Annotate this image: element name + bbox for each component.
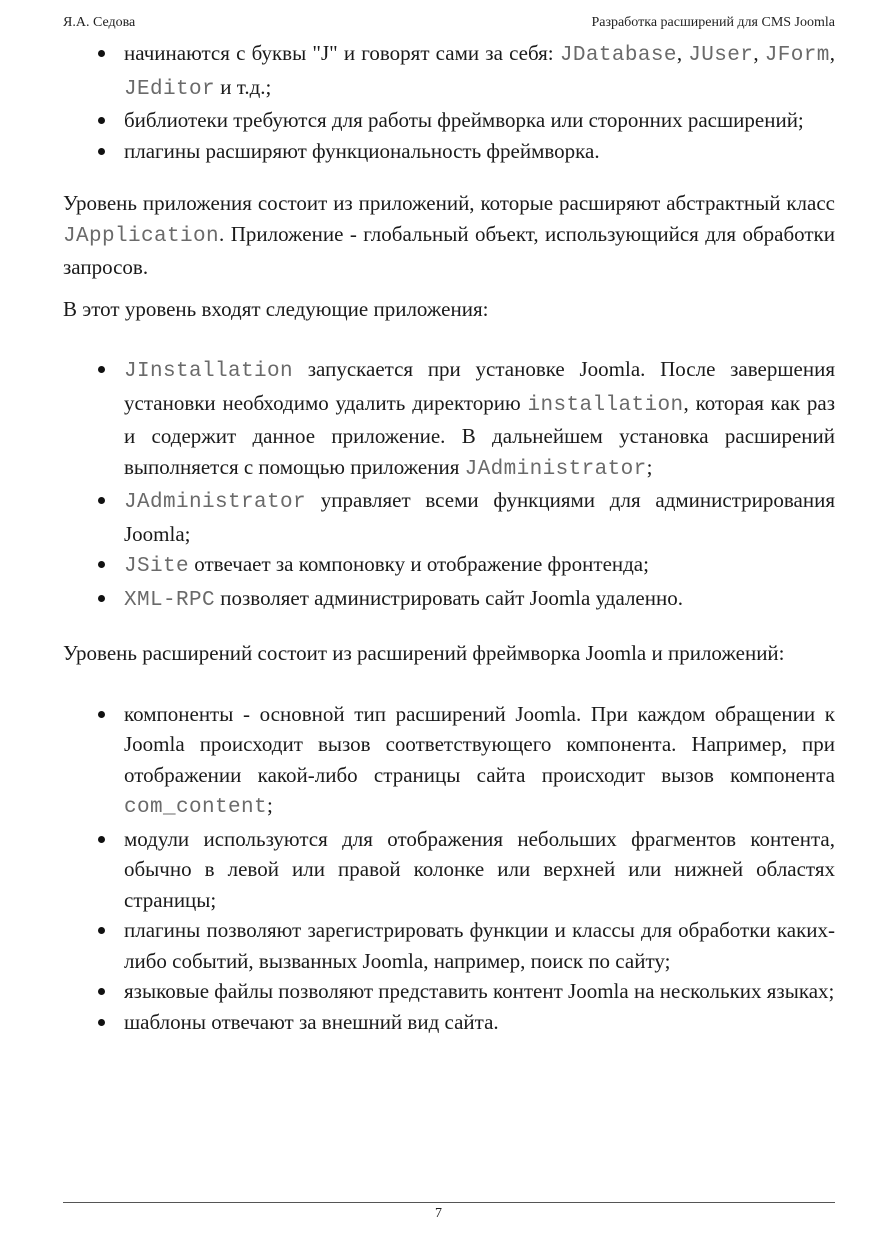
code-com-content: com_content [124, 796, 268, 819]
list-item-jsite: JSite отвечает за компоновку и отображение фронтенда; [63, 549, 835, 583]
list-item-jadministrator: JAdministrator управляет всеми функциями для администрирования Joomla; [63, 485, 835, 549]
page-header [63, 15, 835, 35]
page-content [63, 38, 835, 1037]
list-item-libraries: библиотеки требуются для работы фреймворка или сторонних расширений; [63, 105, 835, 136]
extensions-list [63, 699, 835, 1038]
list-item-continued: начинаются с буквы "J" и говорят сами за себя: JDatabase, JUser, JForm, JEditor и т.д.; [63, 38, 835, 105]
header-author: Я.А. Седова [63, 15, 136, 30]
code-jeditor: JEditor [124, 77, 216, 101]
footer-divider [63, 1202, 835, 1203]
page-number: 7 [435, 1206, 442, 1221]
paragraph-apps-intro: В этот уровень входят следующие приложения: [63, 296, 489, 321]
code-juser: JUser [688, 44, 754, 67]
list-item-components: компоненты - основной тип расширений Joomla. При каждом обращении к Joomla происходит вызов соответствующего компонента. Например, при отображении какой-либо страницы сайта происходит вызов компонента com_content; [63, 699, 835, 824]
list-item-language-files: языковые файлы позволяют представить контент Joomla на нескольких языках; [63, 976, 835, 1007]
header-title: Разработка расширений для CMS Joomla [591, 15, 835, 30]
code-japplication: JApplication [63, 224, 220, 248]
list-item-xml-rpc: XML-RPC позволяет администрировать сайт Joomla удаленно. [63, 583, 835, 617]
list-item-modules: модули используются для отображения небольших фрагментов контента, обычно в левой или правой колонке или верхней или нижней областях страницы; [63, 824, 835, 916]
paragraph-application-level: Уровень приложения состоит из приложений, которые расширяют абстрактный класс JApplication. Приложение - глобальный объект, использующийся для обработки запросов. [63, 191, 835, 279]
list-item-plugins-ext: плагины позволяют зарегистрировать функции и классы для обработки каких-либо событий, вызванных Joomla, например, поиск по сайту; [63, 915, 835, 976]
framework-list [63, 38, 835, 166]
list-item-templates: шаблоны отвечают за внешний вид сайта. [63, 1007, 835, 1038]
paragraph-extensions-level: Уровень расширений состоит из расширений фреймворка Joomla и приложений: [63, 641, 785, 665]
list-item-jinstallation: JInstallation запускается при установке Joomla. После завершения установки необходимо удалить директорию installation, которая как раз и содержит данное приложение. В дальнейшем установка расширений выполняется с помощью приложения JAdministrator; [63, 354, 835, 485]
code-jform: JForm [764, 44, 830, 67]
list-item-plugins: плагины расширяют функциональность фреймворка. [63, 136, 835, 167]
apps-list [63, 354, 835, 616]
code-jdatabase: JDatabase [559, 44, 677, 67]
